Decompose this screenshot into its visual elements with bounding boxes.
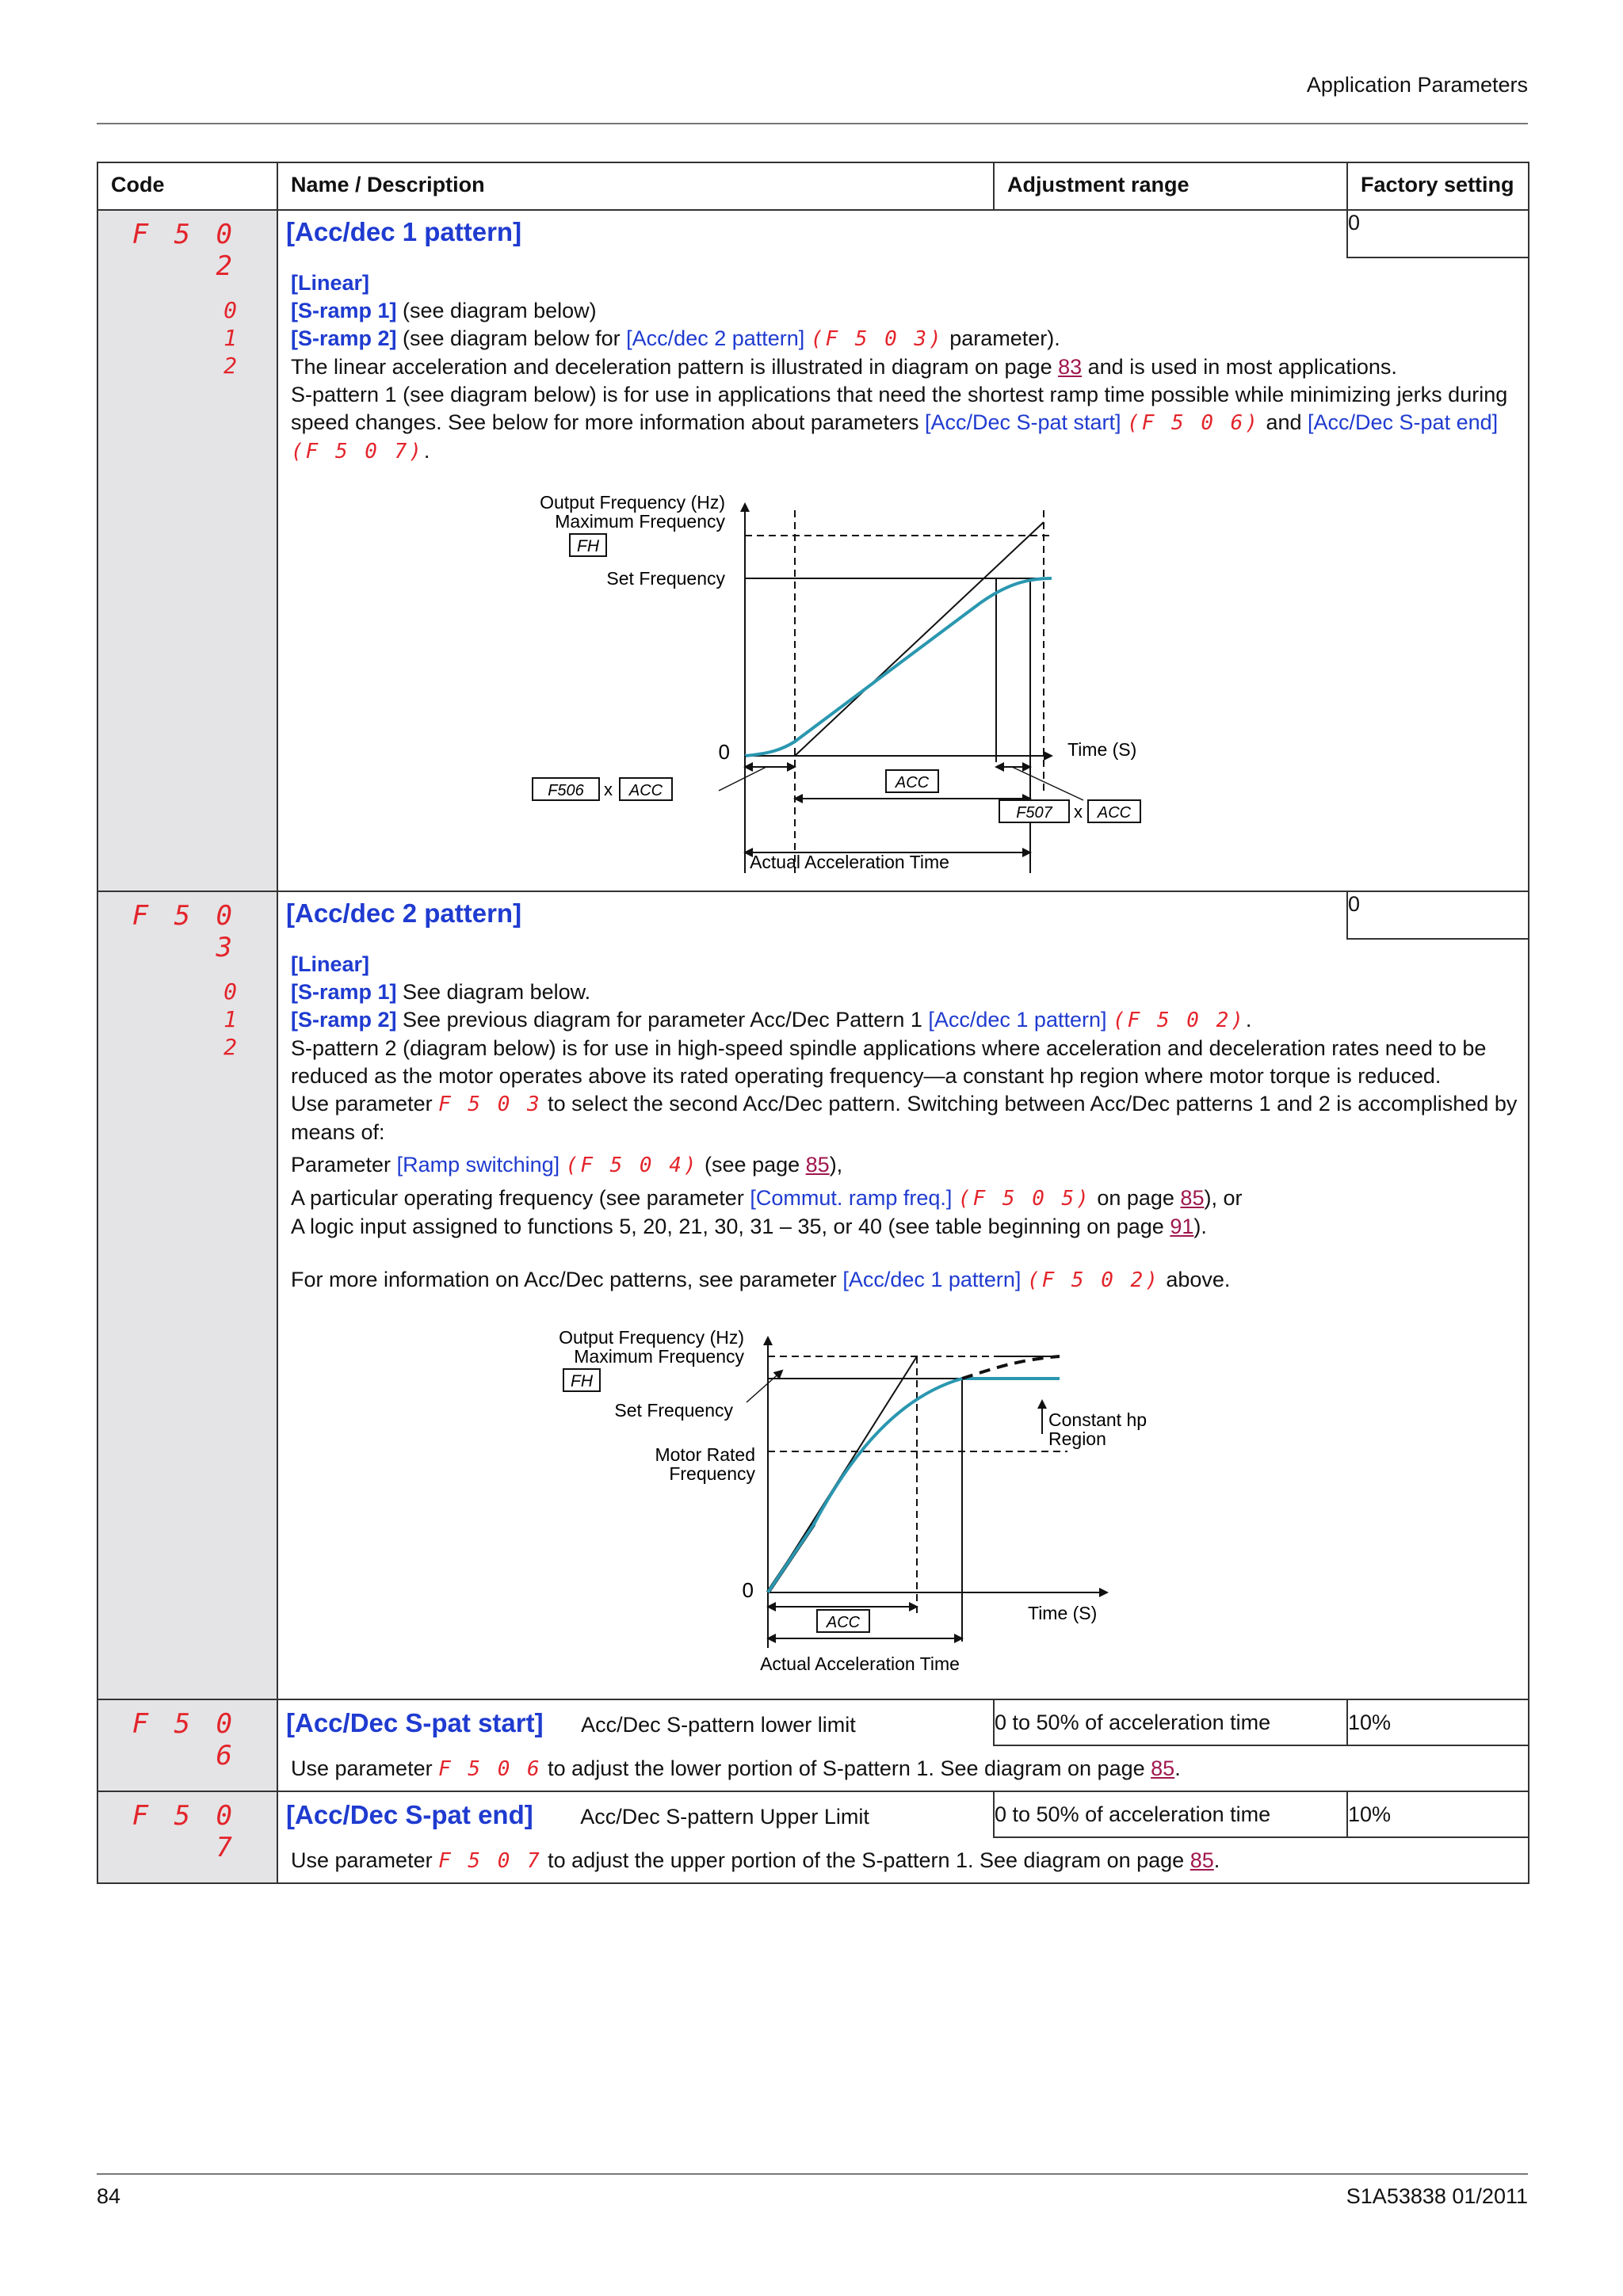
code-ref-f507b: F 5 0 7 [438, 1848, 542, 1873]
d1-set-freq: Set Frequency [606, 568, 725, 589]
use-text-a: Use parameter [291, 1756, 439, 1780]
page-link-85d[interactable]: 85 [1190, 1848, 1214, 1872]
opt-sramp2-tail: parameter). [943, 326, 1060, 350]
ref-ramp-switching: [Ramp switching] [396, 1153, 560, 1177]
use-text-a: Use parameter [291, 1092, 439, 1116]
value-list-f502 [106, 296, 237, 379]
more-text-b: above. [1159, 1268, 1231, 1291]
param-text-b: (see page [698, 1153, 806, 1177]
d1-ylabel1: Output Frequency (Hz) [540, 492, 725, 513]
d2-ylabel1: Output Frequency (Hz) [559, 1327, 744, 1348]
opt-sramp2: [S-ramp 2] [291, 1008, 397, 1032]
s-ramp1-diagram [521, 486, 1137, 883]
more-text-a: For more information on Acc/Dec patterns, see parameter [291, 1268, 843, 1291]
footer-rule [97, 2173, 1528, 2175]
doc-reference: S1A53838 01/2011 [1346, 2184, 1528, 2208]
param-name-f502: [Acc/dec 1 pattern] [286, 217, 522, 246]
code-cell-f506 [97, 1699, 277, 1791]
page-link-85b[interactable]: 85 [1180, 1186, 1205, 1210]
d1-x1: x [604, 780, 613, 799]
use-text-b: to select the second Acc/Dec pattern. Switching between Acc/Dec patterns 1 and 2 is accomplished by means of: [291, 1092, 1518, 1144]
and-text: and [1259, 410, 1308, 434]
running-header-title: Application Parameters [1306, 73, 1528, 97]
code-ref-f506b: F 5 0 6 [438, 1756, 542, 1781]
ref-acc-dec-1b: [Acc/dec 1 pattern] [842, 1268, 1022, 1291]
page-number: 84 [97, 2184, 121, 2208]
code-f507: F 5 0 7 [132, 1800, 237, 1863]
use-text-c: . [1174, 1756, 1181, 1780]
period: . [423, 439, 430, 463]
desc-cell-f506 [277, 1745, 1529, 1791]
page-link-91[interactable]: 91 [1170, 1215, 1194, 1238]
d2-set-freq: Set Frequency [614, 1400, 733, 1421]
d2-actual: Actual Acceleration Time [760, 1653, 960, 1674]
d1-acc3: ACC [1097, 804, 1132, 822]
table-header-row [97, 162, 1529, 210]
row-f502-title [97, 210, 1529, 257]
short-desc-f506: Acc/Dec S-pattern lower limit [581, 1712, 856, 1737]
d2-motor2: Frequency [669, 1463, 755, 1484]
factory-f506: 10% [1347, 1699, 1529, 1745]
d2-fh: FH [571, 1372, 593, 1390]
code-f502: F 5 0 2 [132, 219, 237, 282]
ref-spat-end: [Acc/Dec S-pat end] [1308, 410, 1499, 434]
code-ref-f507: F 5 0 7 [305, 440, 410, 463]
code-ref-f502b: F 5 0 2 [1041, 1268, 1146, 1292]
param-text-c: ), [829, 1153, 843, 1177]
value-0: 0 [223, 297, 237, 323]
col-header-name: Name / Description [277, 162, 994, 210]
opt-sramp2: [S-ramp 2] [291, 326, 397, 350]
row-f502-body [97, 257, 1529, 891]
d2-const2: Region [1048, 1428, 1106, 1449]
code-ref-f506: F 5 0 6 [1141, 411, 1246, 435]
d2-acc: ACC [826, 1614, 861, 1631]
code-ref-f503: F 5 0 3 [825, 327, 930, 351]
code-cell-f502 [97, 210, 277, 891]
opt-sramp1: [S-ramp 1] [291, 299, 397, 322]
value-2: 2 [223, 353, 237, 379]
d1-acc2: ACC [895, 774, 930, 791]
row-f506-body [97, 1745, 1529, 1791]
d1-zero: 0 [718, 740, 730, 764]
d1-actual: Actual Acceleration Time [750, 852, 949, 872]
value-0: 0 [223, 978, 237, 1005]
row-f503-title [97, 891, 1529, 939]
page-link-83[interactable]: 83 [1058, 355, 1083, 379]
d1-x2: x [1074, 802, 1083, 822]
opt-linear: [Linear] [291, 271, 370, 295]
opt-sramp1-text: (see diagram below) [396, 299, 597, 322]
use-text-a: Use parameter [291, 1848, 439, 1872]
d1-ylabel2: Maximum Frequency [555, 511, 725, 532]
s1-text: S-pattern 1 (see diagram below) is for use in applications that need the shortest ramp time possible while minimizing jerks during speed changes. See below for more information about parameters [291, 383, 1508, 434]
logic-text-b: ). [1193, 1215, 1207, 1238]
factory-f502: 0 [1347, 210, 1529, 257]
code-f506: F 5 0 6 [132, 1708, 237, 1772]
page-link-85a[interactable]: 85 [805, 1153, 830, 1177]
range-f506: 0 to 50% of acceleration time [994, 1699, 1347, 1745]
row-f507-title [97, 1791, 1529, 1837]
code-ref-f502: F 5 0 2 [1127, 1009, 1232, 1032]
code-cell-f503 [97, 891, 277, 1699]
opt-sramp1-text: See diagram below. [396, 980, 591, 1004]
row-f503-body [97, 939, 1529, 1699]
freq-text-c: ), or [1204, 1186, 1243, 1210]
d2-motor1: Motor Rated [655, 1444, 755, 1465]
param-name-f503: [Acc/dec 2 pattern] [286, 898, 522, 928]
value-1: 1 [223, 325, 237, 351]
d1-f507: F507 [1016, 804, 1052, 822]
d1-f506: F506 [548, 782, 584, 799]
linear-text: The linear acceleration and deceleration pattern is illustrated in diagram on page [291, 355, 1059, 379]
logic-text-a: A logic input assigned to functions 5, 20, 21, 30, 31 – 35, or 40 (see table beginning on page [291, 1215, 1170, 1238]
desc-cell-f507 [277, 1837, 1529, 1883]
d2-zero: 0 [742, 1578, 754, 1602]
factory-f507: 10% [1347, 1791, 1529, 1837]
ref-acc-dec-1: [Acc/dec 1 pattern] [928, 1008, 1107, 1032]
value-list-f503 [106, 978, 237, 1061]
linear-text-b: and is used in most applications. [1082, 355, 1397, 379]
s2-text: S-pattern 2 (diagram below) is for use in high-speed spindle applications where acceleration and deceleration rates need to be reduced as the motor operates above its rated operating frequency—a constant hp region where motor torque is reduced. [291, 1036, 1487, 1088]
code-ref-f503b: F 5 0 3 [438, 1093, 542, 1116]
d1-fh: FH [577, 537, 599, 555]
parameter-table [97, 162, 1529, 1884]
d1-time: Time (S) [1067, 739, 1137, 760]
factory-f503: 0 [1347, 891, 1529, 939]
col-header-range: Adjustment range [994, 162, 1347, 210]
d2-const1: Constant hp [1048, 1409, 1148, 1430]
row-f506-title [97, 1699, 1529, 1745]
col-header-code: Code [97, 162, 277, 210]
ref-spat-start: [Acc/Dec S-pat start] [924, 410, 1121, 434]
ref-commut-ramp: [Commut. ramp freq.] [750, 1186, 953, 1210]
d2-time: Time (S) [1028, 1603, 1098, 1623]
code-f503: F 5 0 3 [132, 900, 237, 963]
param-text-a: Parameter [291, 1153, 397, 1177]
range-f507: 0 to 50% of acceleration time [994, 1791, 1347, 1837]
ref-acc-dec-2: [Acc/dec 2 pattern] [626, 326, 805, 350]
opt-sramp2-text: (see diagram below for [396, 326, 627, 350]
short-desc-f507: Acc/Dec S-pattern Upper Limit [580, 1804, 869, 1829]
opt-sramp1: [S-ramp 1] [291, 980, 397, 1004]
value-1: 1 [223, 1006, 237, 1032]
code-ref-f504: F 5 0 4 [580, 1154, 684, 1177]
freq-text-b: on page [1090, 1186, 1181, 1210]
desc-cell-f503: [Linear] [S-ramp 1] See diagram below. [S-ramp 2] See previous diagram for parameter Acc/Dec Pattern 1 [Acc/dec 1 pattern] (F 5 0 2). S-pattern 2 (diagram below) is for use in high-speed spindle applications where acceleration and deceleration rates need to be reduced as the motor operates above its rated operating frequency—a constant hp region where motor torque is reduced. Use parameter F 5 0 3 to select the second Acc/Dec pattern. Switching between Acc/Dec patterns 1 and 2 is accomplished by means of: Parameter [Ramp switching] (F 5 0 4) (see page 85), A particular operating frequency (see parameter [Commut. ramp freq.] (F 5 0 5) on page 85), or A logic input assigned to functions 5, 20, 21, 30, 31 – 35, or 40 (see table beginning on page 91). For more information on Acc/Dec patterns, see parameter [Acc/dec 1 pattern] (F 5 0 2) above. Output Frequency (Hz) Maximum Frequency FH Set Frequency Motor Rated Frequency Constant hp Region 0 Time (S) ACC Actual Acceleration Time [277, 939, 1529, 1699]
use-text-b: to adjust the upper portion of the S-pattern 1. See diagram on page [541, 1848, 1190, 1872]
use-text-c: . [1213, 1848, 1220, 1872]
freq-text-a: A particular operating frequency (see parameter [291, 1186, 750, 1210]
header-rule [97, 123, 1528, 124]
opt-sramp2-text: See previous diagram for parameter Acc/Dec Pattern 1 [396, 1008, 929, 1032]
code-cell-f507 [97, 1791, 277, 1883]
use-text-b: to adjust the lower portion of S-pattern 1. See diagram on page [541, 1756, 1151, 1780]
col-header-factory: Factory setting [1347, 162, 1529, 210]
desc-cell-f502: [Linear] [S-ramp 1] (see diagram below) [S-ramp 2] (see diagram below for [Acc/dec 2 pattern] (F 5 0 3) parameter). The linear acceleration and deceleration pattern is illustrated in diagram on page 83 and is used in most applications. S-pattern 1 (see diagram below) is for use in applications that need the shortest ramp time possible while minimizing jerks during speed changes. See below for more information about parameters [Acc/Dec S-pat start] (F 5 0 6) and [Acc/Dec S-pat end] (F 5 0 7). Output Frequency (Hz) Maximum Frequency FH Set Frequency 0 Time (S) F506 x ACC ACC F507 x ACC Actual Acceleration Time [277, 257, 1529, 891]
row-f507-body [97, 1837, 1529, 1883]
d1-acc1: ACC [628, 782, 663, 799]
opt-linear: [Linear] [291, 952, 370, 976]
page-link-85c[interactable]: 85 [1151, 1756, 1175, 1780]
param-name-f507: [Acc/Dec S-pat end] [286, 1799, 533, 1829]
code-ref-f505: F 5 0 5 [972, 1187, 1077, 1211]
s-ramp2-diagram [521, 1323, 1148, 1688]
value-2: 2 [223, 1034, 237, 1060]
d2-ylabel2: Maximum Frequency [574, 1346, 744, 1367]
param-name-f506: [Acc/Dec S-pat start] [286, 1707, 544, 1737]
